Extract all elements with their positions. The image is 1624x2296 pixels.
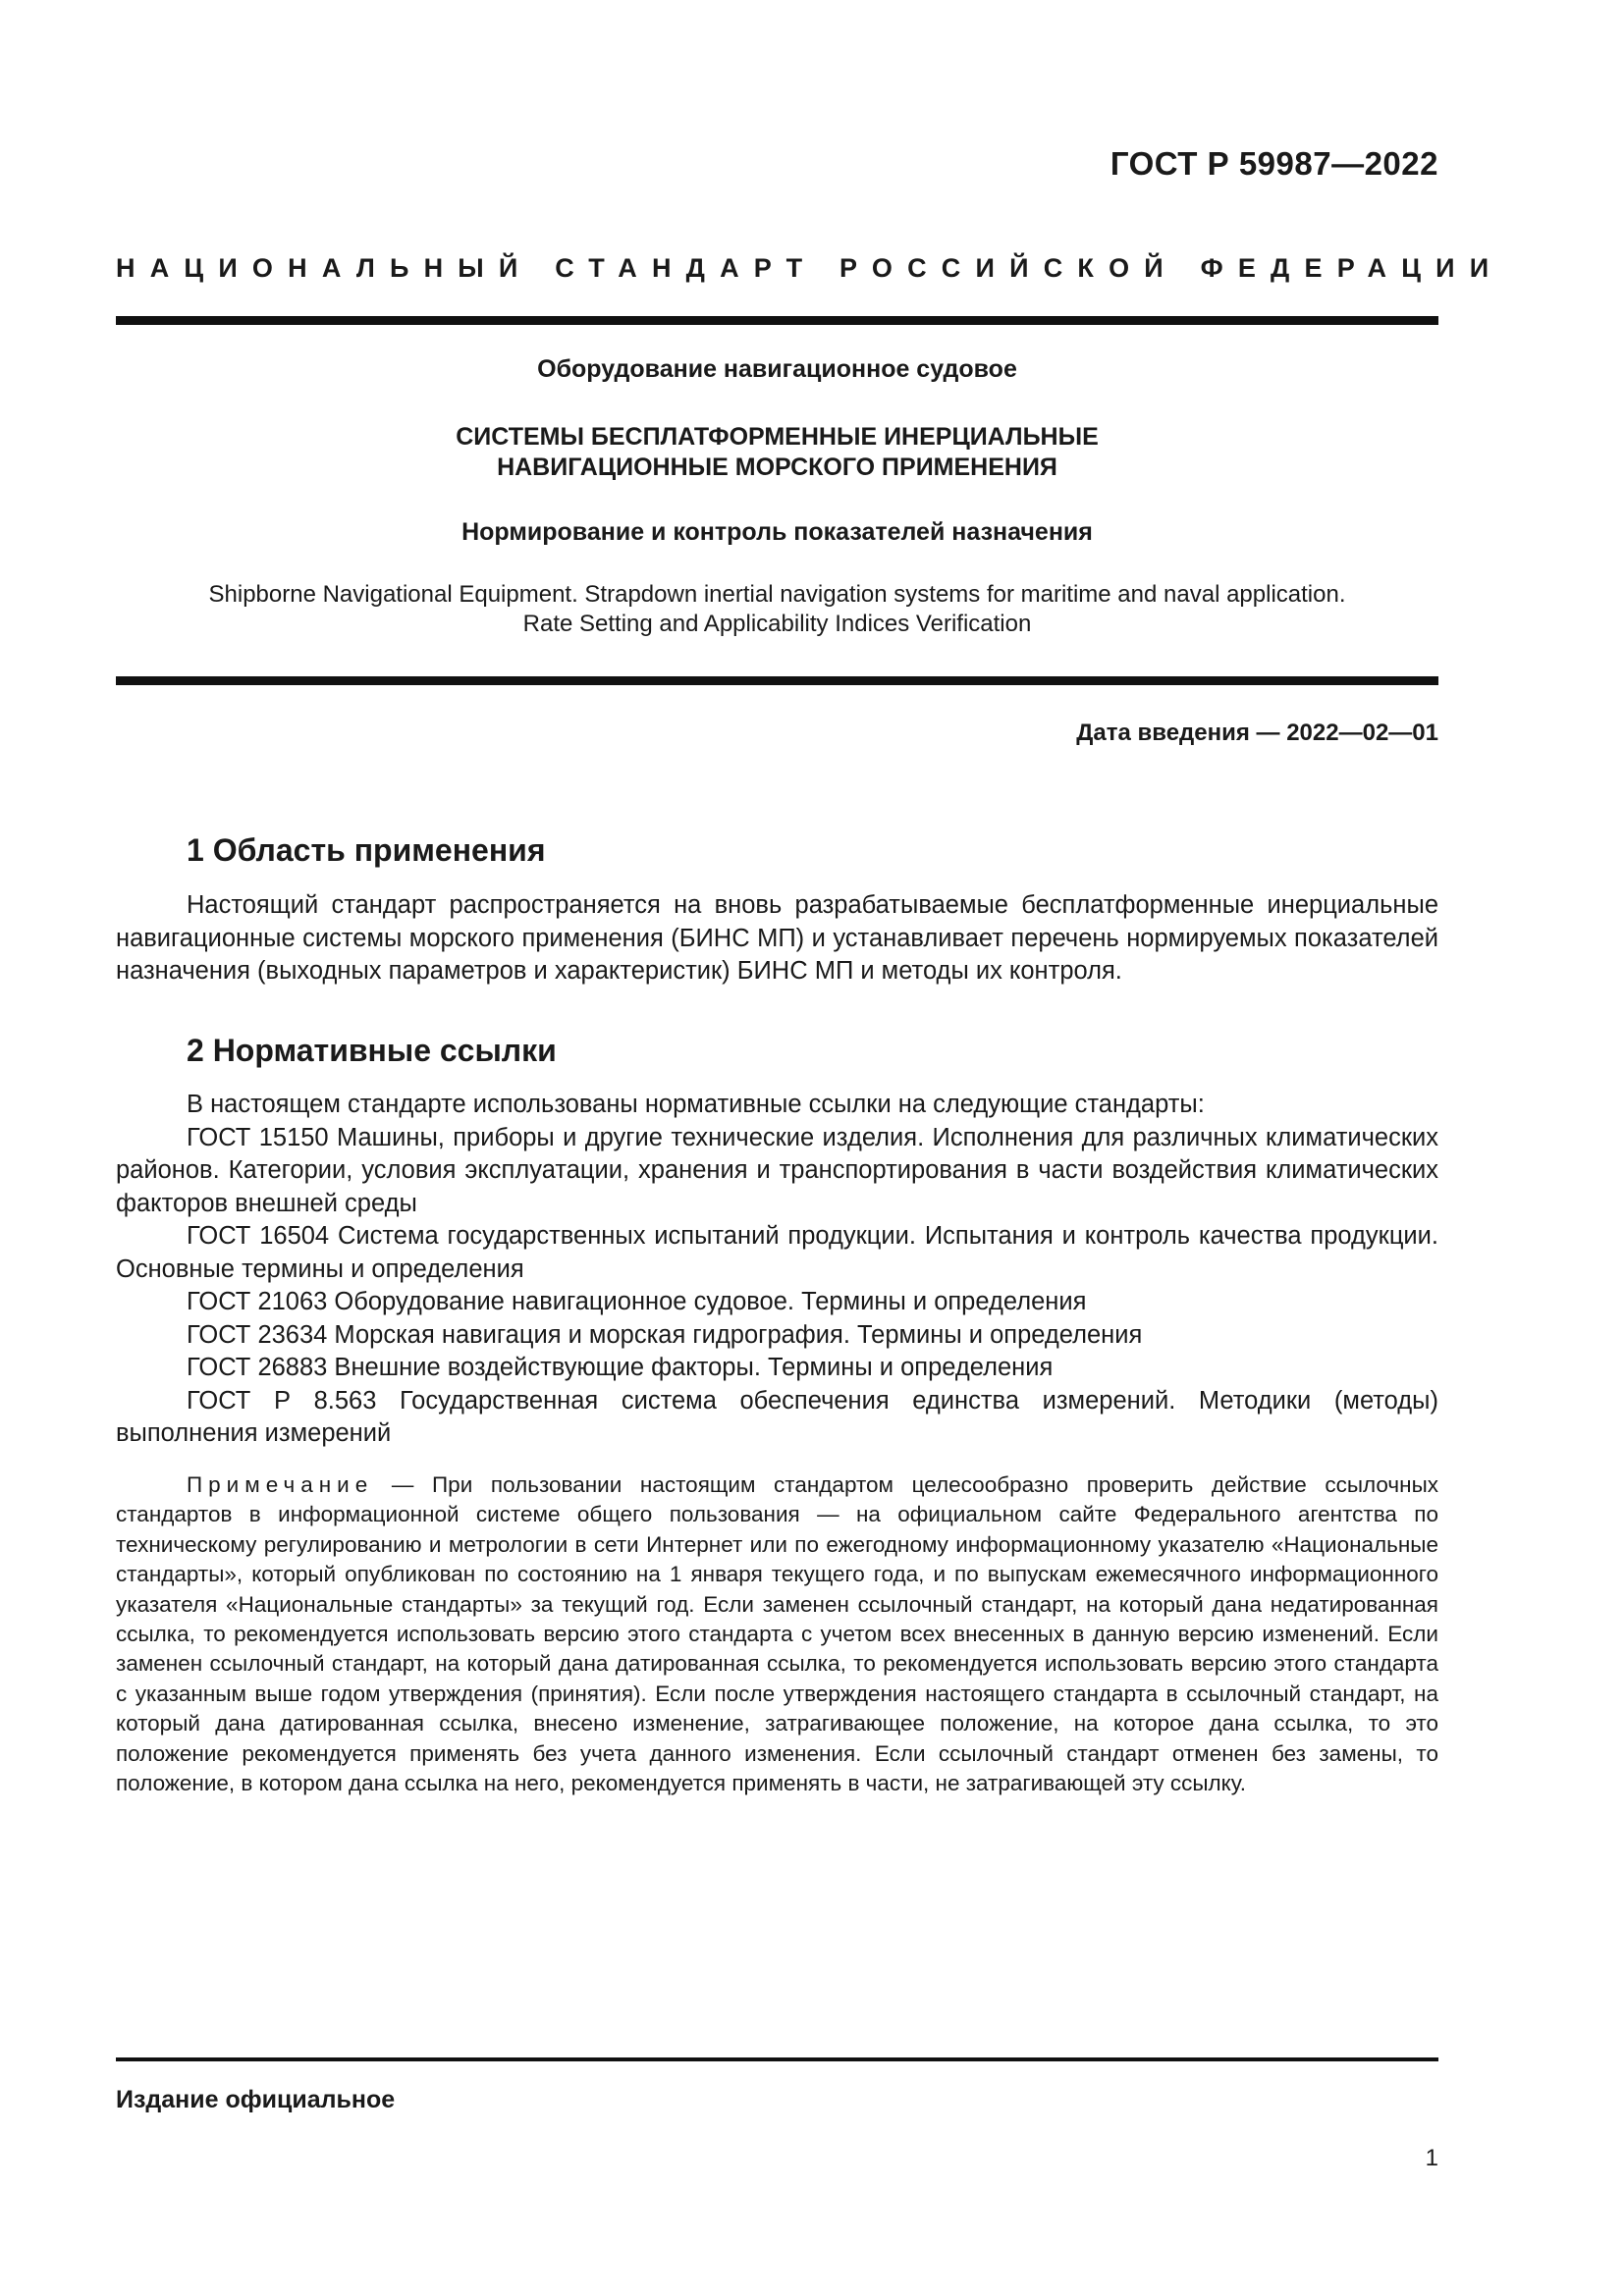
main-title bbox=[116, 422, 1438, 483]
equipment-title: Оборудование навигационное судовое bbox=[537, 355, 1017, 383]
section-2-body bbox=[116, 1089, 1438, 1451]
top-divider bbox=[116, 316, 1438, 325]
footer-divider bbox=[116, 2057, 1438, 2061]
note-block bbox=[116, 1470, 1438, 1798]
national-standard-title: НАЦИОНАЛЬНЫЙ СТАНДАРТ РОССИЙСКОЙ ФЕДЕРАЦИИ bbox=[116, 253, 1504, 283]
official-edition-label: Издание официальное bbox=[116, 2086, 396, 2113]
reference-item: ГОСТ 15150 Машины, приборы и другие технические изделия. Исполнения для различных климатических районов. Категории, условия эксплуатации, хранения и транспортирования в части воздействия климатических факторов внешней среды bbox=[116, 1123, 1438, 1217]
section-1-body bbox=[116, 889, 1438, 988]
document-number: ГОСТ Р 59987—2022 bbox=[1110, 145, 1438, 182]
subtitle: Нормирование и контроль показателей назначения bbox=[461, 518, 1093, 546]
english-title bbox=[116, 580, 1438, 639]
english-title-line-2: Rate Setting and Applicability Indices Verification bbox=[522, 611, 1032, 637]
english-title-line-1: Shipborne Navigational Equipment. Strapdown inertial navigation systems for maritime and naval application. bbox=[208, 581, 1346, 608]
note-text: — При пользовании настоящим стандартом целесообразно проверить действие ссылочных стандартов в информационной системе общего пользования — на официальном сайте Федерального агентства по техническому регулированию и метрологии в сети Интернет или по ежегодному информационному указателю «Национальные стандарты», который опубликован по состоянию на 1 января текущего года, и по выпускам ежемесячного информационного указателя «Национальные стандарты» за текущий год. Если заменен ссылочный стандарт, на который дана недатированная ссылка, то рекомендуется использовать версию этого стандарта с учетом всех внесенных в данную версию изменений. Если заменен ссылочный стандарт, на который дана датированная ссылка, то рекомендуется использовать версию этого стандарта с указанным выше годом утверждения (принятия). Если после утверждения настоящего стандарта в ссылочный стандарт, на который дана датированная ссылка, внесено изменение, затрагивающее положение, на которое дана ссылка, то это положение рекомендуется применять без учета данного изменения. Если ссылочный стандарт отменен без замены, то положение, в котором дана ссылка на него, рекомендуется применять в части, не затрагивающей эту ссылку. bbox=[116, 1472, 1438, 1796]
section-1-paragraph: Настоящий стандарт распространяется на вновь разрабатываемые бесплатформенные инерциальные навигационные системы морского применения (БИНС МП) и устанавливает перечень нормируемых показателей назначения (выходных параметров и характеристик) БИНС МП и методы их контроля. bbox=[116, 891, 1438, 985]
reference-paragraph: В настоящем стандарте использованы нормативные ссылки на следующие стандарты: bbox=[187, 1091, 1205, 1118]
main-title-line-1: СИСТЕМЫ БЕСПЛАТФОРМЕННЫЕ ИНЕРЦИАЛЬНЫЕ bbox=[456, 423, 1099, 451]
reference-item: ГОСТ Р 8.563 Государственная система обеспечения единства измерений. Методики (методы) выполнения измерений bbox=[116, 1386, 1438, 1447]
page-number: 1 bbox=[1425, 2145, 1438, 2171]
main-title-line-2: НАВИГАЦИОННЫЕ МОРСКОГО ПРИМЕНЕНИЯ bbox=[497, 454, 1057, 481]
reference-item: ГОСТ 16504 Система государственных испытаний продукции. Испытания и контроль качества продукции. Основные термины и определения bbox=[116, 1222, 1438, 1283]
reference-item: ГОСТ 21063 Оборудование навигационное судовое. Термины и определения bbox=[187, 1288, 1087, 1315]
note-label: Примечание bbox=[187, 1472, 374, 1497]
middle-divider bbox=[116, 676, 1438, 685]
note-paragraph bbox=[116, 1470, 1438, 1798]
introduction-date: Дата введения — 2022—02—01 bbox=[1076, 720, 1438, 746]
reference-item: ГОСТ 26883 Внешние воздействующие факторы. Термины и определения bbox=[187, 1354, 1054, 1381]
section-1-heading: 1 Область применения bbox=[187, 832, 546, 868]
reference-item: ГОСТ 23634 Морская навигация и морская гидрография. Термины и определения bbox=[187, 1320, 1143, 1349]
section-2-heading: 2 Нормативные ссылки bbox=[187, 1033, 557, 1068]
